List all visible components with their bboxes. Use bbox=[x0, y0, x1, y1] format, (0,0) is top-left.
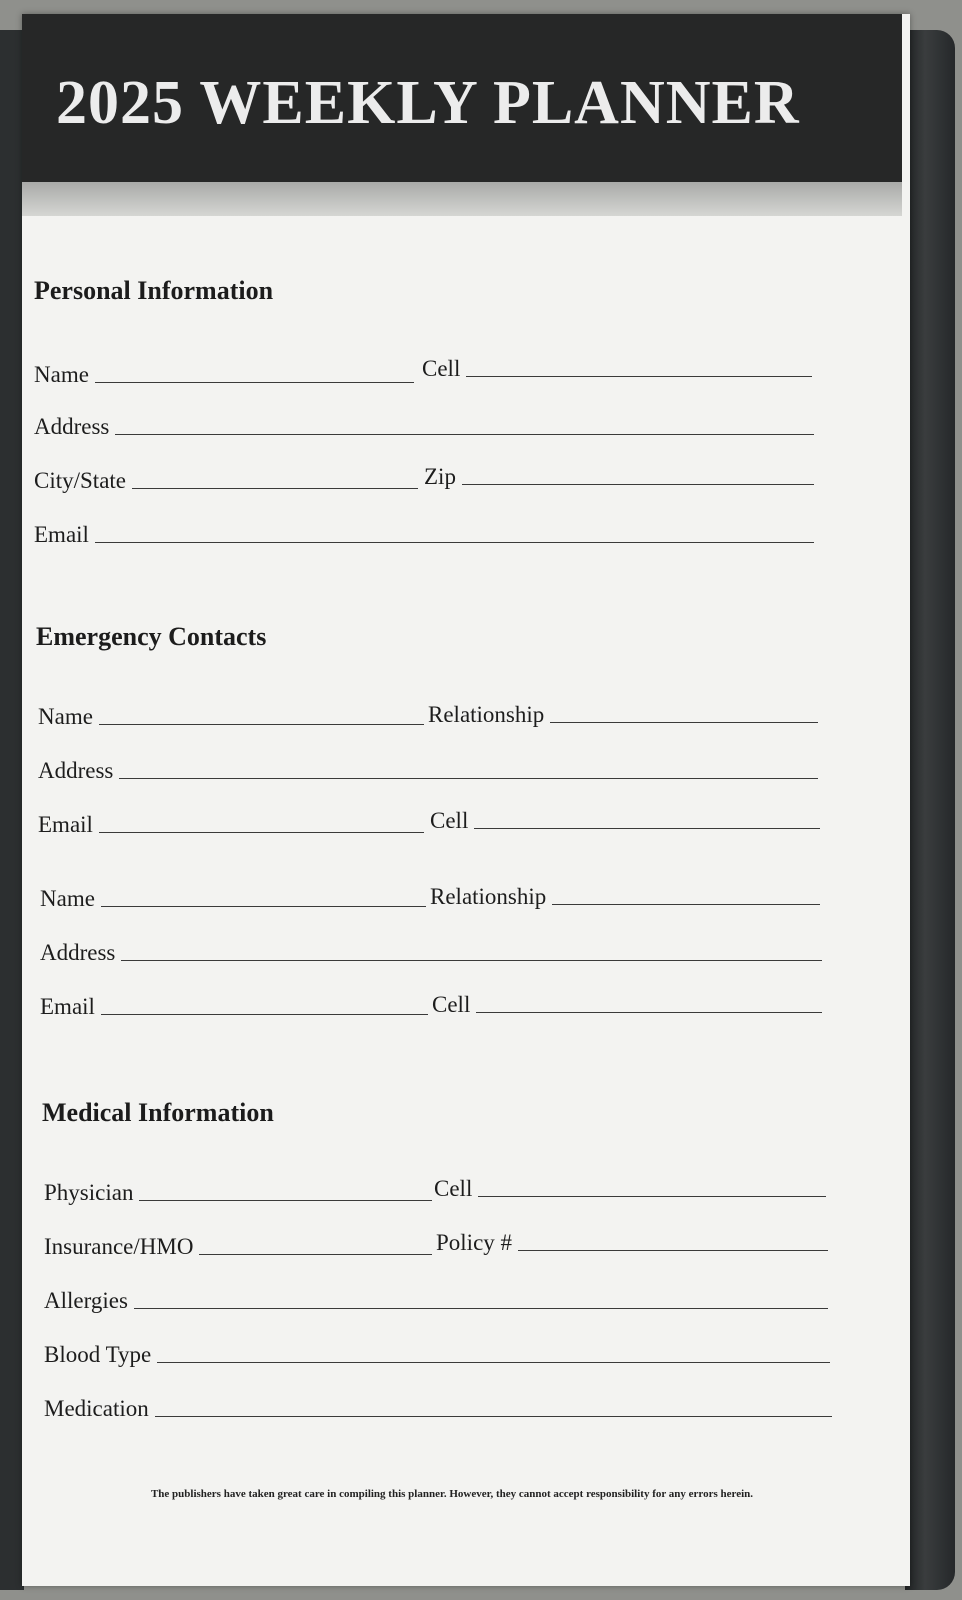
decorative-band bbox=[22, 182, 902, 216]
field-label: Insurance/HMO bbox=[44, 1234, 194, 1259]
insurance-field[interactable] bbox=[44, 1232, 432, 1260]
field-label: Address bbox=[34, 414, 110, 439]
contact1-email-field[interactable] bbox=[38, 810, 424, 838]
write-line bbox=[115, 434, 814, 435]
policy-field[interactable] bbox=[436, 1228, 828, 1256]
write-line bbox=[99, 832, 424, 833]
medical-info-heading: Medical Information bbox=[42, 1098, 274, 1127]
blood-type-field[interactable] bbox=[44, 1340, 830, 1368]
contact2-cell-field[interactable] bbox=[432, 990, 822, 1018]
contact2-address-field[interactable] bbox=[40, 938, 822, 966]
title-banner bbox=[22, 14, 902, 182]
field-label: Medication bbox=[44, 1396, 149, 1421]
field-label: Email bbox=[34, 522, 89, 547]
write-line bbox=[478, 1196, 826, 1197]
field-label: Allergies bbox=[44, 1288, 128, 1313]
write-line bbox=[119, 778, 818, 779]
personal-email-field[interactable] bbox=[34, 520, 814, 548]
write-line bbox=[550, 722, 818, 723]
field-label: Name bbox=[34, 362, 89, 387]
write-line bbox=[462, 484, 814, 485]
physician-field[interactable] bbox=[44, 1178, 432, 1206]
planner-cover-left bbox=[0, 30, 24, 1590]
personal-cell-field[interactable] bbox=[422, 354, 812, 382]
field-label: Cell bbox=[432, 992, 471, 1017]
contact2-relationship-field[interactable] bbox=[430, 882, 820, 910]
field-label: Physician bbox=[44, 1180, 134, 1205]
personal-name-field[interactable] bbox=[34, 360, 414, 388]
contact1-relationship-field[interactable] bbox=[428, 700, 818, 728]
personal-info-heading: Personal Information bbox=[34, 276, 274, 305]
field-label: Cell bbox=[430, 808, 469, 833]
write-line bbox=[155, 1416, 832, 1417]
contact1-name-field[interactable] bbox=[38, 702, 424, 730]
write-line bbox=[466, 376, 812, 377]
write-line bbox=[474, 828, 820, 829]
emergency-contacts-heading: Emergency Contacts bbox=[36, 622, 267, 651]
write-line bbox=[132, 488, 418, 489]
field-label: Cell bbox=[434, 1176, 473, 1201]
personal-address-field[interactable] bbox=[34, 412, 814, 440]
personal-city-state-field[interactable] bbox=[34, 466, 418, 494]
write-line bbox=[518, 1250, 828, 1251]
write-line bbox=[139, 1200, 432, 1201]
field-label: Relationship bbox=[430, 884, 547, 909]
planner-cover-right bbox=[905, 30, 955, 1590]
write-line bbox=[552, 904, 820, 905]
write-line bbox=[101, 1014, 428, 1015]
page-title: 2025 WEEKLY PLANNER bbox=[56, 69, 800, 137]
field-label: Blood Type bbox=[44, 1342, 152, 1367]
field-label: Address bbox=[40, 940, 116, 965]
personal-zip-field[interactable] bbox=[424, 462, 814, 490]
field-label: Cell bbox=[422, 356, 461, 381]
field-label: Email bbox=[40, 994, 95, 1019]
write-line bbox=[476, 1012, 822, 1013]
medication-field[interactable] bbox=[44, 1394, 832, 1422]
contact1-address-field[interactable] bbox=[38, 756, 818, 784]
contact1-cell-field[interactable] bbox=[430, 806, 820, 834]
write-line bbox=[95, 382, 414, 383]
write-line bbox=[157, 1362, 830, 1363]
field-label: Zip bbox=[424, 464, 456, 489]
medical-cell-field[interactable] bbox=[434, 1174, 826, 1202]
disclaimer-footer: The publishers have taken great care in compiling this planner. However, they cannot accept responsibility for any errors herein. bbox=[150, 1488, 754, 1500]
field-label: City/State bbox=[34, 468, 126, 493]
write-line bbox=[134, 1308, 828, 1309]
field-label: Relationship bbox=[428, 702, 545, 727]
allergies-field[interactable] bbox=[44, 1286, 828, 1314]
write-line bbox=[199, 1254, 432, 1255]
write-line bbox=[95, 542, 814, 543]
write-line bbox=[99, 724, 424, 725]
field-label: Email bbox=[38, 812, 93, 837]
write-line bbox=[121, 960, 822, 961]
planner-page bbox=[22, 14, 910, 1586]
contact2-email-field[interactable] bbox=[40, 992, 428, 1020]
field-label: Policy # bbox=[436, 1230, 513, 1255]
contact2-name-field[interactable] bbox=[40, 884, 426, 912]
write-line bbox=[101, 906, 426, 907]
field-label: Name bbox=[38, 704, 93, 729]
field-label: Address bbox=[38, 758, 114, 783]
field-label: Name bbox=[40, 886, 95, 911]
